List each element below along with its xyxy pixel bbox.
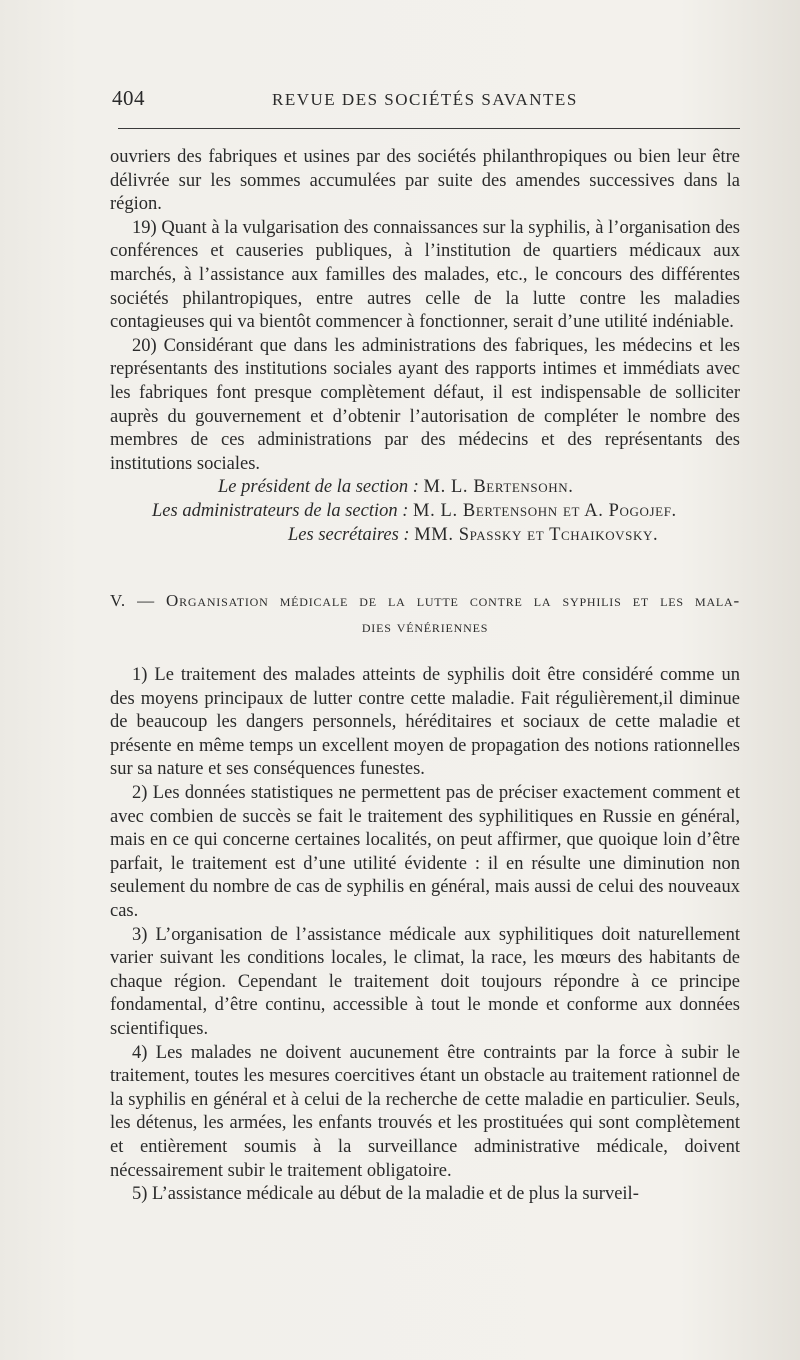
paragraph-20: 20) Considérant que dans les administrations des fabriques, les médecins et les représentants des institutions sociales ayant des rapports intimes et immédiats avec les fabriques font presque complètement défaut, il est indispensable de solliciter auprès du gouvernement et d’obtenir l’autorisation de compléter le nombre des membres de ces administrations par des médecins et des représentants des institutions sociales.	[110, 335, 740, 474]
header-rule	[118, 128, 740, 129]
page-header	[112, 86, 740, 118]
paragraph-2: 2) Les données statistiques ne permettent pas de préciser exactement comment et avec combien de succès se fait le traitement des syphilitiques en Russie en général, mais en ce qui concerne certaines localités, on peut affirmer, que quoique loin d’être parfait, le traitement est d’une utilité évidente : il en résulte une diminution non seulement du nombre de cas de syphilis en général, mais aussi de celui des nouveaux cas.	[110, 783, 740, 922]
section-heading-line-2: dies vénériennes	[361, 617, 489, 637]
paragraph-4: 4) Les malades ne doivent aucunement être contraints par la force à subir le traitement, toutes les mesures coercitives étant un obstacle au traitement rationnel de la syphilis en général et à celui de la recherche de cette maladie en particulier. Seuls, les détenus, les armées, les enfants trouvés et les prostituées qui sont complètement et entièrement soumis à la surveillance administrative médicale, doivent nécessairement subir le traitement obligatoire.	[110, 1042, 740, 1181]
section-heading	[110, 588, 740, 640]
signature-names: M. L. Bertensohn et A. Pogojef.	[413, 500, 677, 521]
page-number: 404	[112, 86, 145, 110]
signature-administrators	[110, 500, 740, 524]
signature-secretaries	[110, 524, 740, 548]
section-body	[110, 664, 740, 1207]
paragraph-3: 3) L’organisation de l’assistance médicale aux syphilitiques doit naturellement varier suivant les conditions locales, le climat, la race, les mœurs des habitants de chaque région. Cependant le traitement doit toujours répondre à ce principe fondamental, d’être continu, accessible à tout le monde et conforme aux données scientifiques.	[110, 924, 740, 1039]
paragraph-continuation: ouvriers des fabriques et usines par des sociétés philanthropiques ou bien leur être délivrée sur les sommes accumulées par suite des amendes successives dans la région.	[110, 147, 740, 215]
signature-names: MM. Spassky et Tchaikovsky.	[414, 524, 659, 545]
section-heading-line-1: V. — Organisation médicale de la lutte contre la syphilis et les mala-	[110, 591, 740, 611]
running-title: REVUE DES SOCIÉTÉS SAVANTES	[272, 90, 578, 109]
signature-role: Les secrétaires :	[288, 524, 410, 545]
signature-role: Le président de la section :	[218, 477, 419, 498]
signature-names: M. L. Bertensohn.	[423, 477, 574, 498]
paragraph-5: 5) L’assistance médicale au début de la maladie et de plus la surveil-	[132, 1184, 639, 1205]
paragraph-1: 1) Le traitement des malades atteints de syphilis doit être considéré comme un des moyens principaux de lutter contre cette maladie. Fait régulièrement,il diminue de beaucoup les dangers personnels, héréditaires et sociaux de cette maladie et présente en même temps un excellent moyen de propagation des notions rationnelles sur sa nature et ses conséquences funestes.	[110, 665, 740, 780]
signature-role: Les administrateurs de la section :	[152, 500, 409, 521]
signature-block	[110, 476, 740, 547]
signature-president	[110, 476, 740, 500]
page-body	[110, 146, 740, 1207]
paragraph-19: 19) Quant à la vulgarisation des connaissances sur la syphilis, à l’organisation des conférences et causeries publiques, à l’institution de quartiers médicaux aux marchés, à l’assistance aux familles des malades, etc., le concours des différentes sociétés philantropiques, entre autres celle de la lutte contre les maladies contagieuses qui va bientôt commencer à fonctionner, serait d’une utilité indéniable.	[110, 217, 740, 333]
